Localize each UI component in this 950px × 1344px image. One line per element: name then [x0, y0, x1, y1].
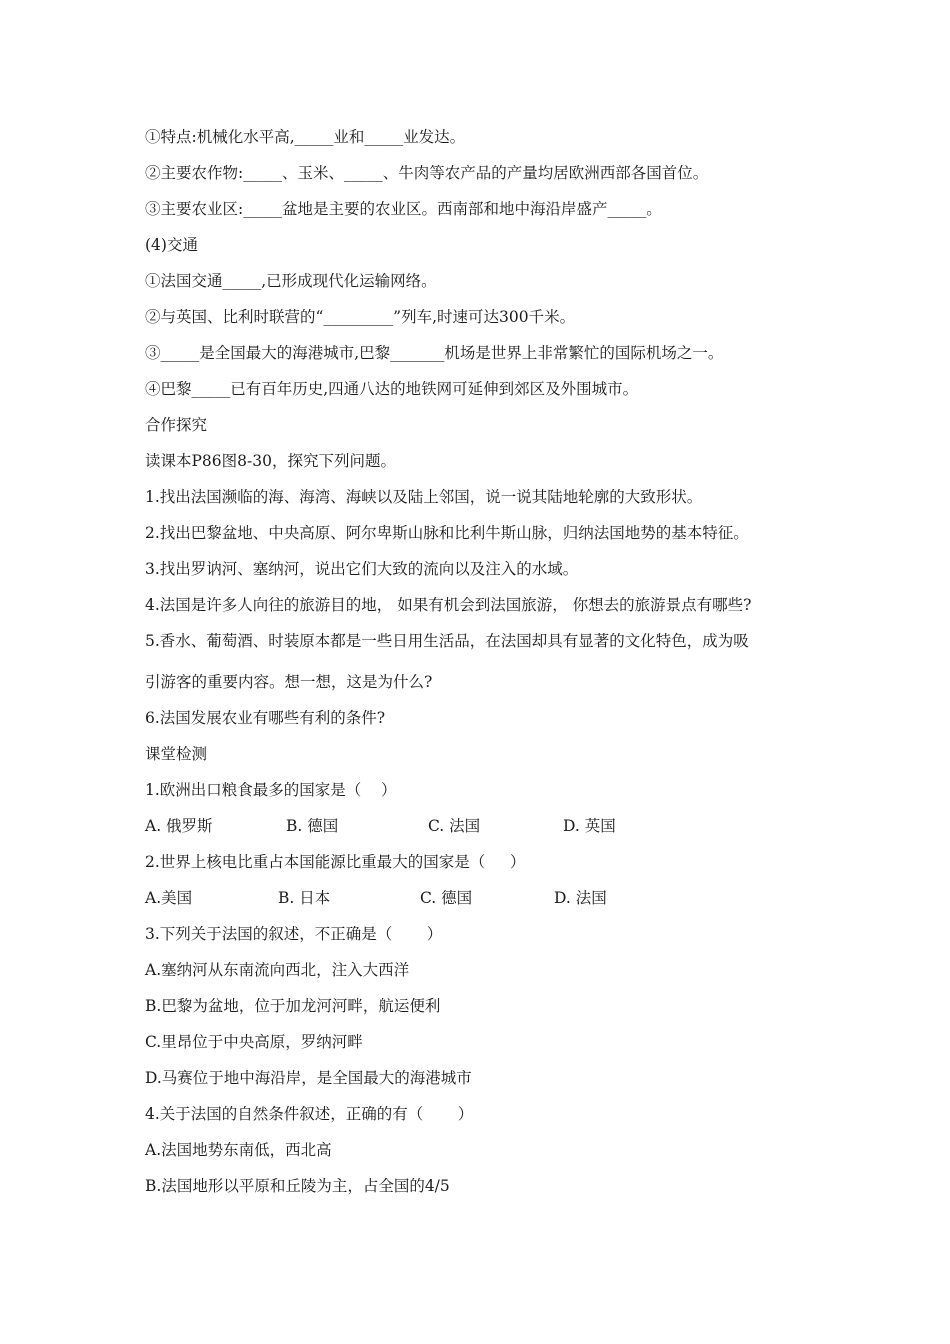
test-q2-option-a: A.美国	[145, 889, 193, 907]
test-q3-option-b: B.巴黎为盆地，位于加龙河河畔，航运便利	[145, 997, 441, 1015]
test-q2-option-d: D. 法国	[554, 889, 607, 907]
test-q1-option-b: B. 德国	[286, 817, 339, 835]
explore-question-1: 1.找出法国濒临的海、海湾、海峡以及陆上邻国，说一说其陆地轮廓的大致形状。	[145, 488, 703, 506]
explore-question-5-cont: 引游客的重要内容。想一想，这是为什么?	[145, 673, 433, 691]
transport-line-2: ②与英国、比利时联营的“_________”列车,时速可达300千米。	[145, 308, 576, 326]
test-q4-option-b: B.法国地形以平原和丘陵为主，占全国的4/5	[145, 1177, 450, 1195]
agri-feature-line: ①特点:机械化水平高,_____业和_____业发达。	[145, 128, 466, 146]
test-question-1: 1.欧洲出口粮食最多的国家是（ ）	[145, 781, 397, 799]
transport-line-1: ①法国交通_____,已形成现代化运输网络。	[145, 272, 437, 290]
explore-question-6: 6.法国发展农业有哪些有利的条件?	[145, 709, 386, 727]
test-q4-option-a: A.法国地势东南低，西北高	[145, 1141, 332, 1159]
test-q2-option-b: B. 日本	[278, 889, 331, 907]
transport-heading: (4)交通	[145, 236, 198, 254]
explore-question-4: 4.法国是许多人向往的旅游目的地， 如果有机会到法国旅游， 你想去的旅游景点有哪些?	[145, 596, 752, 614]
explore-question-5: 5.香水、葡萄酒、时装原本都是一些日用生活品，在法国却具有显著的文化特色，成为吸	[145, 632, 749, 650]
test-question-3: 3.下列关于法国的叙述，不正确是（ ）	[145, 925, 443, 943]
test-q3-option-c: C.里昂位于中央高原，罗纳河畔	[145, 1033, 363, 1051]
transport-line-3: ③_____是全国最大的海港城市,巴黎_______机场是世界上非常繁忙的国际机场之一。	[145, 344, 724, 362]
explore-question-3: 3.找出罗讷河、塞纳河，说出它们大致的流向以及注入的水域。	[145, 560, 579, 578]
test-q1-option-a: A. 俄罗斯	[145, 817, 213, 835]
test-question-4: 4.关于法国的自然条件叙述，正确的有（ ）	[145, 1105, 474, 1123]
agri-region-line: ③主要农业区:_____盆地是主要的农业区。西南部和地中海沿岸盛产_____。	[145, 200, 662, 218]
test-heading: 课堂检测	[145, 745, 208, 763]
test-q3-option-a: A.塞纳河从东南流向西北，注入大西洋	[145, 961, 410, 979]
explore-question-2: 2.找出巴黎盆地、中央高原、阿尔卑斯山脉和比利牛斯山脉，归纳法国地势的基本特征。	[145, 524, 749, 542]
test-q1-option-d: D. 英国	[563, 817, 616, 835]
test-question-2: 2.世界上核电比重占本国能源比重最大的国家是（ ）	[145, 853, 526, 871]
transport-line-4: ④巴黎_____已有百年历史,四通八达的地铁网可延伸到郊区及外围城市。	[145, 380, 639, 398]
explore-intro: 读课本P86图8-30，探究下列问题。	[145, 452, 396, 470]
test-q1-option-c: C. 法国	[428, 817, 481, 835]
test-q3-option-d: D.马赛位于地中海沿岸，是全国最大的海港城市	[145, 1069, 472, 1087]
test-q2-option-c: C. 德国	[420, 889, 473, 907]
explore-heading: 合作探究	[145, 416, 208, 434]
agri-crops-line: ②主要农作物:_____、玉米、_____、牛肉等农产品的产量均居欧洲西部各国首位。	[145, 164, 709, 182]
